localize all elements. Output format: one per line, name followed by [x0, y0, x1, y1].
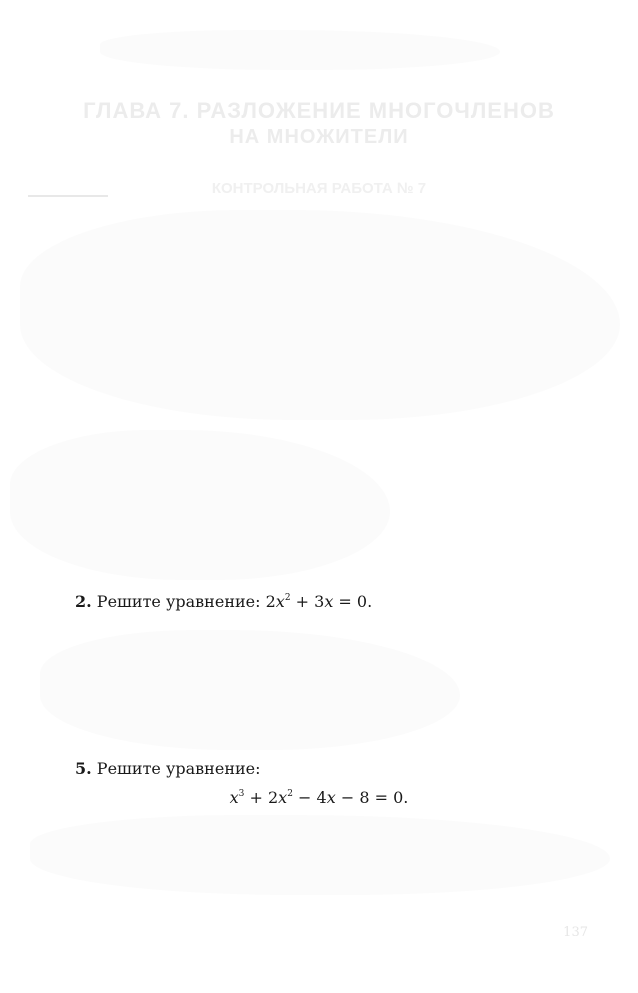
chapter-heading-line2: НА МНОЖИТЕЛИ — [229, 126, 409, 148]
problem-text: Решите уравнение: — [96, 759, 261, 778]
chapter-heading: ГЛАВА 7. РАЗЛОЖЕНИЕ МНОГОЧЛЕНОВ — [83, 98, 555, 123]
problem-2 — [75, 592, 372, 611]
erased-region — [40, 630, 460, 750]
problem-5 — [75, 759, 261, 778]
page-number: 137 — [563, 925, 588, 940]
erased-region — [20, 210, 620, 420]
problem-number: 5. — [75, 759, 92, 778]
problem-number: 2. — [75, 592, 92, 611]
section-heading: КОНТРОЛЬНАЯ РАБОТА № 7 — [211, 180, 427, 197]
equation: $2x^2 + 3x = 0$. — [265, 592, 373, 611]
erased-region — [100, 30, 500, 70]
erased-region — [30, 815, 610, 895]
equation: $x^3 + 2x^2 - 4x - 8 = 0$. — [229, 788, 409, 807]
problem-text: Решите уравнение: — [96, 592, 261, 611]
erased-region — [10, 430, 390, 580]
